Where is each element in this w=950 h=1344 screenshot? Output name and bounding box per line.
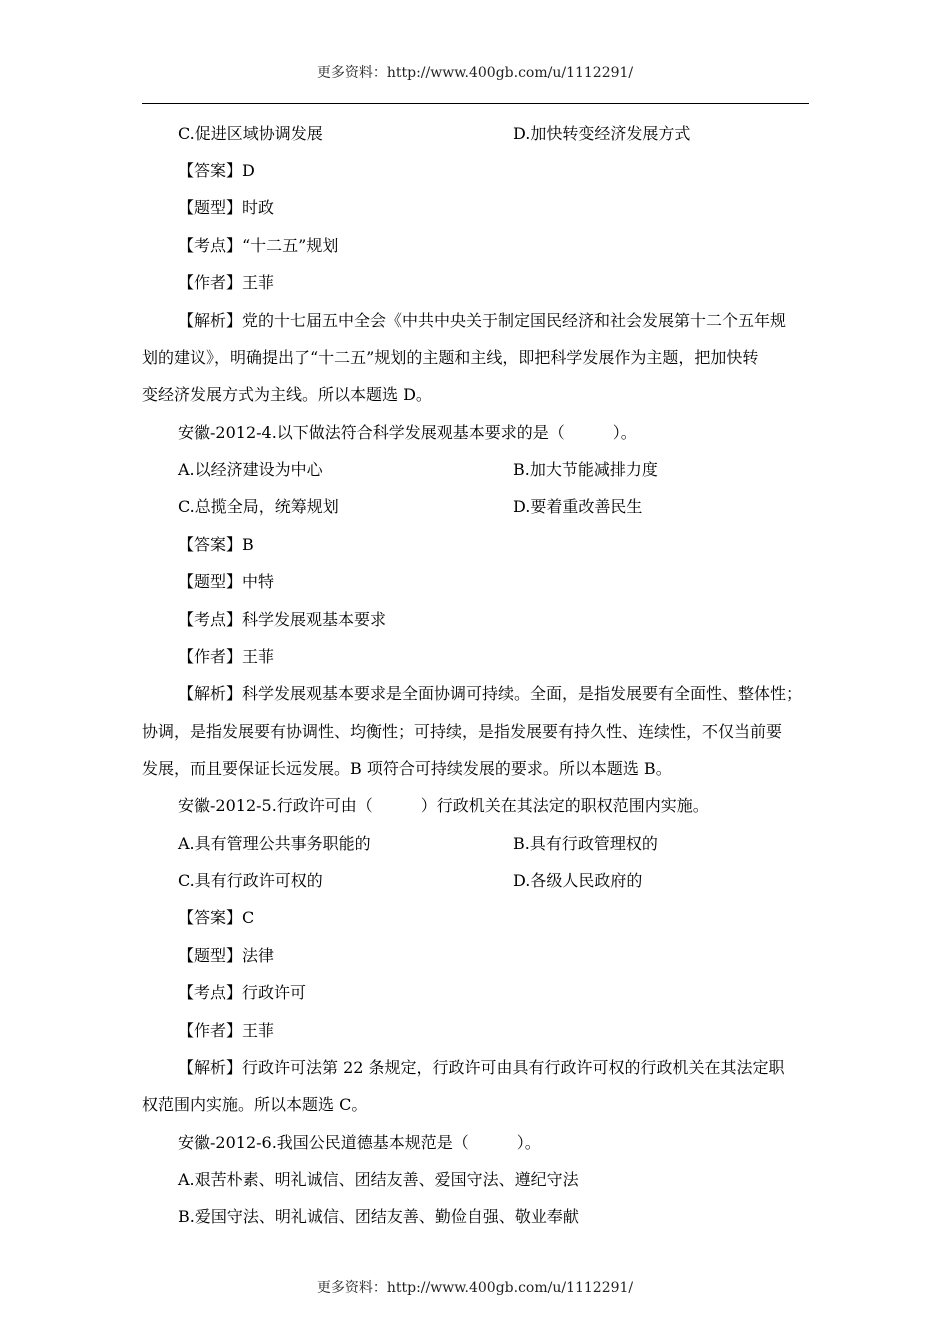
q6-option-a: A.艰苦朴素、明礼诚信、团结友善、爱国守法、遵纪守法 xyxy=(178,1170,579,1189)
q4-option-d: D.要着重改善民生 xyxy=(513,497,643,516)
q4-option-a: A.以经济建设为中心 xyxy=(178,460,323,479)
q3-analysis-line-3: 变经济发展方式为主线。所以本题选 D。 xyxy=(142,385,432,404)
q4-analysis-line-2: 协调，是指发展要有协调性、均衡性；可持续，是指发展要有持久性、连续性，不仅当前要 xyxy=(142,722,783,741)
q4-analysis-line-1: 【解析】科学发展观基本要求是全面协调可持续。全面，是指发展要有全面性、整体性； xyxy=(178,684,803,703)
q5-option-b: B.具有行政管理权的 xyxy=(513,834,658,853)
q5-question: 安徽-2012-5.行政许可由（ ）行政机关在其法定的职权范围内实施。 xyxy=(178,796,709,815)
page-header: 更多资料：http://www.400gb.com/u/1112291/ xyxy=(316,65,634,81)
q3-type: 【题型】时政 xyxy=(178,198,275,217)
q3-option-d: D.加快转变经济发展方式 xyxy=(513,124,691,143)
q5-analysis-line-2: 权范围内实施。所以本题选 C。 xyxy=(142,1095,368,1114)
q3-point: 【考点】“十二五”规划 xyxy=(178,236,339,255)
q4-author: 【作者】王菲 xyxy=(178,647,275,666)
q4-answer: 【答案】B xyxy=(178,535,254,554)
q4-option-b: B.加大节能减排力度 xyxy=(513,460,658,479)
q5-option-d: D.各级人民政府的 xyxy=(513,871,643,890)
q4-analysis-line-3: 发展，而且要保证长远发展。B 项符合可持续发展的要求。所以本题选 B。 xyxy=(142,759,672,778)
q3-analysis-line-1: 【解析】党的十七届五中全会《中共中央关于制定国民经济和社会发展第十二个五年规 xyxy=(178,311,787,330)
q6-option-b: B.爱国守法、明礼诚信、团结友善、勤俭自强、敬业奉献 xyxy=(178,1207,579,1226)
q3-option-c: C.促进区域协调发展 xyxy=(178,124,323,143)
q5-author: 【作者】王菲 xyxy=(178,1021,275,1040)
q3-author: 【作者】王菲 xyxy=(178,273,275,292)
q4-type: 【题型】中特 xyxy=(178,572,275,591)
q4-question: 安徽-2012-4.以下做法符合科学发展观基本要求的是（ ）。 xyxy=(178,423,637,442)
q3-analysis-line-2: 划的建议》，明确提出了“十二五”规划的主题和主线，即把科学发展作为主题，把加快转 xyxy=(142,348,759,367)
q5-type: 【题型】法律 xyxy=(178,946,275,965)
q3-answer: 【答案】D xyxy=(178,161,255,180)
q5-answer: 【答案】C xyxy=(178,908,255,927)
q5-point: 【考点】行政许可 xyxy=(178,983,307,1002)
q6-question: 安徽-2012-6.我国公民道德基本规范是（ ）。 xyxy=(178,1133,541,1152)
q4-option-c: C.总揽全局，统筹规划 xyxy=(178,497,339,516)
q4-point: 【考点】科学发展观基本要求 xyxy=(178,610,387,629)
q5-option-c: C.具有行政许可权的 xyxy=(178,871,323,890)
q5-analysis-line-1: 【解析】行政许可法第 22 条规定，行政许可由具有行政许可权的行政机关在其法定职 xyxy=(178,1058,785,1077)
header-divider xyxy=(142,103,809,104)
q5-option-a: A.具有管理公共事务职能的 xyxy=(178,834,371,853)
page-footer: 更多资料：http://www.400gb.com/u/1112291/ xyxy=(316,1280,634,1296)
